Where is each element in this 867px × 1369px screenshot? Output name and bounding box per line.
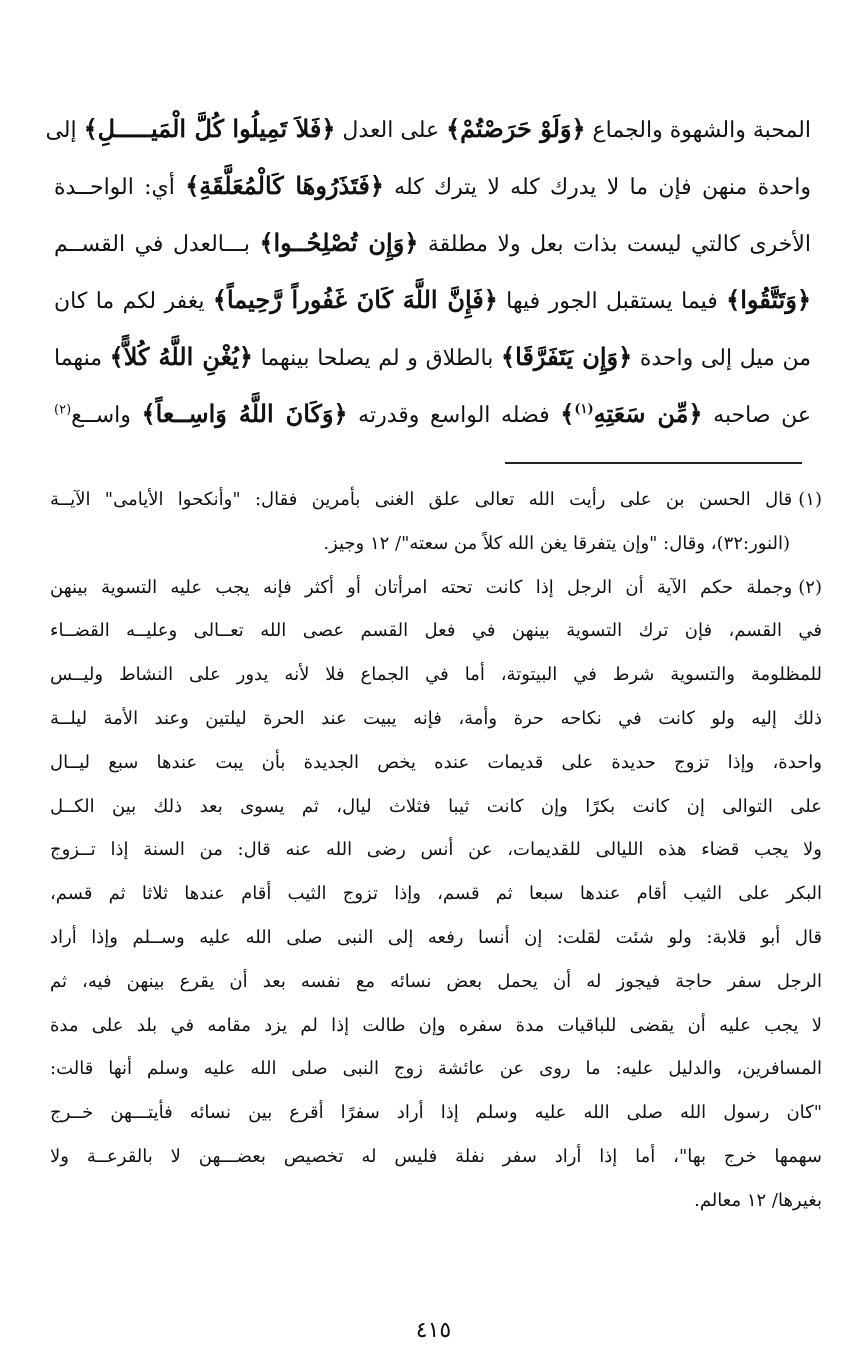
footnote-2-line: [50, 609, 822, 653]
main-line-5: [54, 328, 811, 385]
footnote-text: لا يجب عليه أن يقضى للباقيات مدة سفره وإن طالت إذا لم يزد مقامه في بلد على مدة: [50, 1014, 822, 1036]
quran-bracket: ﴾: [560, 399, 575, 428]
quran-verse: [560, 399, 702, 428]
text-segment: واســع: [71, 403, 142, 428]
footnotes: [50, 478, 822, 1223]
quran-verse: ﴿وَتَتَّقُوا﴾: [726, 285, 811, 314]
footnote-2-line: [50, 653, 822, 697]
page-number: ٤١٥: [415, 1318, 452, 1343]
text-segment: بالطلاق و لم يصلحا بينهما: [252, 346, 502, 371]
main-line-2: [54, 157, 811, 214]
main-text: [45, 100, 812, 442]
quran-verse-text: ﴿مِّن سَعَتِهِ: [593, 399, 703, 428]
text-segment: الأخرى كالتي ليست بذات بعل ولا مطلقة: [418, 232, 811, 257]
footnote-2-line: [50, 1004, 822, 1048]
footnote-text: المسافرين، والدليل عليه: ما روى عن عائشة زوج النبى صلى الله عليه وسلم أنها قالت:: [50, 1058, 822, 1080]
quran-verse: ﴿وَإِن يَتَفَرَّقَا﴾: [501, 342, 633, 371]
main-line-4: [54, 271, 811, 328]
footnote-2-line: [50, 1047, 822, 1091]
text-segment: بـــالعدل في القســم: [54, 232, 260, 257]
quran-verse: ﴿وَإِن تُصْلِحُــوا﴾: [259, 228, 419, 257]
text-segment: عن صاحبه: [702, 403, 812, 428]
text-segment: واحدة منهن فإن ما لا يدرك كله لا يترك كله: [383, 175, 811, 200]
footnote-1-line: [50, 522, 822, 566]
footnote-text: وجملة حكم الآية أن الرجل إذا كانت تحته امرأتان أو أكثر فإنه يجب عليه التسوية بينهن: [50, 576, 793, 598]
footnote-text: قال أبو قلابة: ولو شئت لقلت: إن أنسا رفعه إلى النبى صلى الله عليه وســلم وإذا أراد: [50, 926, 822, 948]
footnote-text: قال الحسن بن على رأيت الله تعالى علق الغنى بأمرين فقال: "وأنكحوا الأيامى" الآيــة: [50, 489, 793, 510]
footnote-2-line: [50, 566, 822, 610]
footnote-2-line: [50, 697, 822, 741]
quran-verse: ﴿فَإِنَّ اللَّهَ كَانَ غَفُوراً رَّحِيماً﴾: [212, 285, 498, 314]
footnote-text: واحدة، وإذا تزوج حديدة على قديمات عنده يخص الجديدة بأن يبت عندها سبع ليــال: [50, 751, 822, 773]
footnote-text: "كان رسول الله صلى الله عليه وسلم إذا أراد سفرًا أقرع بين نسائه فأيتـــهن خــرج: [50, 1102, 822, 1124]
text-segment: أي: الواحــدة: [54, 175, 186, 200]
footnote-text: سهمها خرج بها"، أما إذا أراد سفر نفلة فليس له تخصيص بعضـــهن لا بالقرعــة ولا: [50, 1145, 822, 1167]
text-segment: يغفر لكم ما كان: [54, 289, 213, 314]
footnote-text: ذلك إليه ولو كانت في نكاحه حرة وأمة، فإنه يبيت عند الحرة ليلتين وعند الأمة ليلــة: [50, 707, 822, 729]
quran-verse: ﴿فَلاَ تَمِيلُوا كُلَّ الْمَيـــــلِ﴾: [83, 114, 336, 143]
footnote-ref-1[interactable]: (١): [574, 402, 594, 417]
text-segment: على العدل: [335, 118, 447, 143]
footnote-text: (النور:٣٢)، وقال: "وإن يتفرقا يغن الله كلاً من سعته"/ ١٢ وجيز.: [323, 532, 790, 554]
footnote-text: للمظلومة والتسوية شرط في البيتوتة، أما في الجماع فلا لأنه يدور على النشاط وليــس: [50, 664, 822, 686]
footnote-2-line: [50, 828, 822, 872]
quran-verse: ﴿وَلَوْ حَرَصْتُمْ﴾: [446, 114, 586, 143]
text-segment: منهما: [54, 346, 110, 371]
footnote-2-line: [50, 872, 822, 916]
text-segment: من ميل إلى واحدة: [632, 346, 812, 371]
footnote-2-line: [50, 741, 822, 785]
quran-verse: ﴿يُغْنِ اللَّهُ كُلاًّ﴾: [109, 342, 253, 371]
footnote-marker: (١): [798, 489, 822, 510]
footnote-2-line: [50, 960, 822, 1004]
footnote-ref-2[interactable]: (٢): [54, 402, 72, 418]
footnote-separator: [505, 462, 802, 464]
footnote-text: على التوالى إن كانت بكرًا وإن كانت ثيبا فثلاث ليال، ثم يسوى بعد ذلك بين الكــل: [50, 795, 822, 817]
text-segment: فضله الواسع وقدرته: [347, 403, 561, 428]
footnote-1-line: [50, 478, 822, 522]
text-segment: المحبة والشهوة والجماع: [585, 118, 811, 143]
footnote-2-line: [50, 1091, 822, 1135]
footnote-text: في القسم، فإن ترك التسوية بينهن في فعل القسم عصى الله تعــالى وعليــه القضــاء: [50, 620, 822, 642]
footnote-text: البكر على الثيب أقام عندها سبعا ثم قسم، وإذا تزوج الثيب أقام عندها ثلاثا ثم قسم،: [50, 883, 822, 905]
footnote-marker: (٢): [798, 576, 822, 598]
footnote-text: ولا يجب قضاء هذه الليالى للقديمات، عن أنس رضى الله عنه قال: من السنة إذا تــزوج: [50, 839, 822, 861]
main-line-3: [54, 214, 811, 271]
footnote-text: بغيرها/ ١٢ معالم.: [694, 1189, 822, 1211]
footnote-text: الرجل سفر حاجة فيجوز له أن يحمل بعض نسائه مع نفسه بعد أن يقرع بينهن فيه، ثم: [50, 970, 822, 992]
footnote-2-line: [50, 1179, 822, 1223]
footnote-2-line: [50, 785, 822, 829]
quran-verse: ﴿وَكَانَ اللَّهُ وَاسِــعاً﴾: [141, 399, 348, 428]
footnote-2-line: [50, 1135, 822, 1179]
main-line-6: [54, 385, 811, 442]
text-segment: إلى: [45, 118, 84, 143]
main-line-1: [45, 100, 811, 157]
text-segment: فيما يستقبل الجور فيها: [497, 289, 727, 314]
footnote-2-line: [50, 916, 822, 960]
quran-verse: ﴿فَتَذَرُوهَا كَالْمُعَلَّقَةِ﴾: [185, 171, 384, 200]
